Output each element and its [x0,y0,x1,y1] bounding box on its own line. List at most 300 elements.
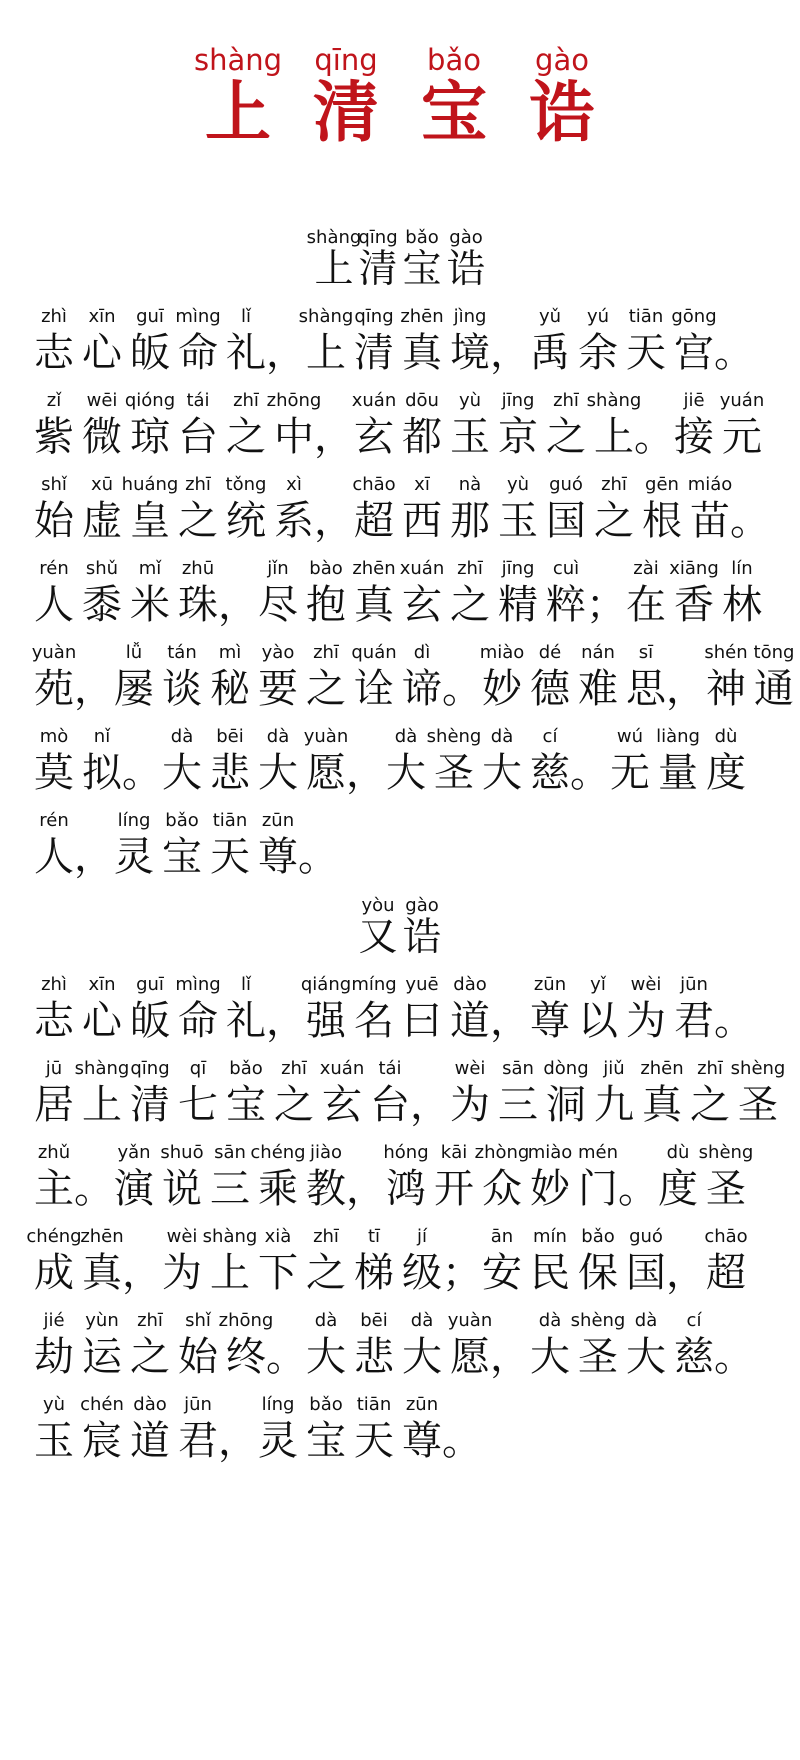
character-cell [670,306,718,390]
hanzi: 诰 [529,74,595,151]
character-cell [398,390,446,474]
hanzi: 禹 [530,330,570,376]
pinyin: guó [549,474,583,495]
pinyin: dà [634,1310,658,1331]
punctuation [410,1058,450,1142]
punctuation [490,306,530,390]
pinyin: wèi [166,1226,198,1247]
character-cell [350,1394,398,1478]
pinyin: jié [43,1310,65,1331]
hanzi: 。 [618,1166,658,1212]
hanzi: 尊 [402,1418,442,1464]
hanzi: 。 [634,414,674,460]
pinyin: shèng [570,1310,626,1331]
pinyin: zǐ [46,390,62,411]
character-cell [526,1310,574,1394]
character-cell [357,896,399,960]
hanzi: 宫 [674,330,714,376]
pinyin: dà [490,726,514,747]
hanzi: 之 [226,414,266,460]
pinyin: zhōng [266,390,322,411]
hanzi: 那 [450,498,490,544]
hanzi: 命 [178,330,218,376]
pinyin: zhēn [400,306,444,327]
pinyin: jiào [309,1142,343,1163]
hanzi: 。 [730,498,770,544]
character-cell [574,642,622,726]
character-cell [302,1394,350,1478]
character-cell [174,306,222,390]
pinyin: xì [286,474,302,495]
pinyin: zhǔ [37,1142,71,1163]
pinyin: shèng [426,726,482,747]
hanzi: 诠 [354,666,394,712]
character-cell [174,558,222,642]
pinyin: guó [629,1226,663,1247]
hanzi: 天 [354,1418,394,1464]
pinyin: mǐ [138,558,162,579]
character-cell [78,390,126,474]
character-cell [158,1142,206,1226]
pinyin: xuán [351,390,397,411]
pinyin: zhī [313,642,339,663]
hanzi: 林 [722,582,762,628]
pinyin: yuàn [447,1310,493,1331]
character-cell [526,726,574,810]
pinyin: zhī [233,390,259,411]
pinyin: xīn [88,306,116,327]
hanzi: 成 [34,1250,74,1296]
character-cell [110,1142,158,1226]
character-cell [750,642,798,726]
punctuation [618,1142,658,1226]
character-cell [542,390,590,474]
hanzi: 京 [498,414,538,460]
hanzi: 为 [450,1082,490,1128]
verse-lines [0,306,800,894]
hanzi: 大 [162,750,202,796]
hanzi: 微 [82,414,122,460]
pinyin: sān [502,1058,534,1079]
character-cell [318,1058,366,1142]
hanzi: 君 [674,998,714,1044]
hanzi: 统 [226,498,266,544]
hanzi: 圣 [738,1082,778,1128]
punctuation [714,1310,754,1394]
hanzi: 元 [722,414,762,460]
pinyin: gōng [671,306,717,327]
hanzi: 运 [82,1334,122,1380]
character-cell [622,1310,670,1394]
pinyin: chāo [352,474,396,495]
punctuation [122,726,162,810]
character-cell [30,306,78,390]
hanzi: 谛 [402,666,442,712]
hanzi: 量 [658,750,698,796]
pinyin: zài [633,558,659,579]
punctuation [122,1226,162,1310]
pinyin: yào [261,642,295,663]
hanzi: 。 [74,1166,114,1212]
character-cell [398,1226,446,1310]
hanzi: 三 [498,1082,538,1128]
pinyin: jiǔ [603,1058,625,1079]
character-cell [638,1058,686,1142]
hanzi: 开 [434,1166,474,1212]
pinyin: lǐ [240,974,251,995]
character-cell [670,974,718,1058]
pinyin: zhī [601,474,627,495]
main-title-char [413,44,495,150]
character-cell [350,642,398,726]
main-title [0,44,800,150]
pinyin: tiān [628,306,664,327]
pinyin: tái [378,1058,402,1079]
pinyin: shǐ [185,1310,211,1331]
hanzi: 民 [530,1250,570,1296]
pinyin: mín [533,1226,567,1247]
hanzi: 君 [178,1418,218,1464]
hanzi: 无 [610,750,650,796]
hanzi: 皈 [130,330,170,376]
pinyin: guī [136,306,164,327]
character-cell [526,1226,574,1310]
hanzi: 为 [626,998,666,1044]
pinyin: bǎo [405,227,439,248]
hanzi: 上 [594,414,634,460]
pinyin: bēi [360,1310,388,1331]
character-cell [654,1142,702,1226]
character-cell [174,1310,222,1394]
pinyin: sī [638,642,654,663]
pinyin: xuán [399,558,445,579]
character-cell [78,474,126,558]
pinyin: zūn [261,810,295,831]
hanzi: 紫 [34,414,74,460]
character-cell [570,1310,626,1394]
pinyin: cí [686,1310,702,1331]
pinyin: jīng [501,558,535,579]
hanzi: 德 [530,666,570,712]
hanzi: 真 [354,582,394,628]
hanzi: 苑 [34,666,74,712]
character-cell [398,306,446,390]
character-cell [222,1058,270,1142]
pinyin: qīng [314,43,378,77]
hanzi: 又 [358,915,398,960]
punctuation [442,1226,482,1310]
hanzi: 礼 [226,330,266,376]
character-cell [254,558,302,642]
hanzi: 大 [402,1334,442,1380]
hanzi: 说 [162,1166,202,1212]
hanzi: 慈 [530,750,570,796]
hanzi: ， [490,1334,530,1380]
hanzi: 。 [714,330,754,376]
pinyin: dì [413,642,431,663]
hanzi: 九 [594,1082,634,1128]
hanzi: 尊 [530,998,570,1044]
hanzi: 珠 [178,582,218,628]
character-cell [30,1394,78,1478]
hanzi: 级 [402,1250,442,1296]
character-cell [350,306,398,390]
pinyin: zūn [533,974,567,995]
pinyin: qīng [130,1058,170,1079]
pinyin: shàng [193,43,283,77]
character-cell [622,1226,670,1310]
character-cell [590,474,638,558]
hanzi: 志 [34,330,74,376]
character-cell [478,1226,526,1310]
character-cell [126,1394,174,1478]
pinyin: qīng [354,306,394,327]
hanzi: ； [442,1250,482,1296]
pinyin: mò [39,726,69,747]
character-cell [382,1142,430,1226]
hanzi: 劫 [34,1334,74,1380]
character-cell [730,1058,786,1142]
verse-lines [0,974,800,1478]
hanzi: 。 [714,1334,754,1380]
hanzi: 大 [386,750,426,796]
hanzi: ， [266,330,306,376]
hanzi: 始 [34,498,74,544]
pinyin: yuàn [303,726,349,747]
hanzi: 粹 [546,582,586,628]
pinyin: dà [266,726,290,747]
hanzi: ， [490,998,530,1044]
hanzi: 难 [578,666,618,712]
pinyin: yǔ [538,306,562,327]
hanzi: 。 [298,834,338,880]
hanzi: 玄 [322,1082,362,1128]
pinyin: bēi [216,726,244,747]
verse-line [26,1226,800,1310]
verse-line [30,558,800,642]
hanzi: 之 [274,1082,314,1128]
pinyin: mìng [175,974,221,995]
hanzi: 境 [450,330,490,376]
character-cell [702,642,750,726]
hanzi: 悲 [354,1334,394,1380]
pinyin: dōu [405,390,439,411]
pinyin: tiān [212,810,248,831]
hanzi: 始 [178,1334,218,1380]
character-cell [542,474,590,558]
section-title [0,228,800,292]
pinyin: shèng [698,1142,754,1163]
hanzi: ， [122,1250,162,1296]
hanzi: 宝 [402,247,442,292]
hanzi: 要 [258,666,298,712]
character-cell [638,474,686,558]
punctuation [586,558,626,642]
hanzi: 圣 [434,750,474,796]
character-cell [121,474,179,558]
hanzi: 圣 [706,1166,746,1212]
character-cell [478,726,526,810]
pinyin: dà [394,726,418,747]
hanzi: 黍 [82,582,122,628]
hanzi: 保 [578,1250,618,1296]
pinyin: bǎo [427,43,481,77]
character-cell [350,390,398,474]
character-cell [126,390,174,474]
hanzi: ， [74,666,114,712]
pinyin: jǐn [267,558,289,579]
punctuation [714,974,754,1058]
pinyin: tiān [356,1394,392,1415]
punctuation [74,810,114,894]
hanzi: 尽 [258,582,298,628]
character-cell [158,642,206,726]
pinyin: wú [616,726,644,747]
character-cell [446,558,494,642]
character-cell [702,726,750,810]
hanzi: 皇 [130,498,170,544]
character-cell [426,726,482,810]
hanzi: 系 [274,498,314,544]
character-cell [622,306,670,390]
hanzi: 居 [34,1082,74,1128]
pinyin: chéng [250,1142,306,1163]
character-cell [302,1226,350,1310]
character-cell [526,1142,574,1226]
main-title-char [521,44,603,150]
character-cell [622,642,670,726]
punctuation [666,1226,706,1310]
character-cell [270,1058,318,1142]
hanzi: 鸿 [386,1166,426,1212]
pinyin: zhòng [474,1142,530,1163]
pinyin: zhēn [352,558,396,579]
hanzi: 接 [674,414,714,460]
hanzi: 根 [642,498,682,544]
hanzi: 灵 [258,1418,298,1464]
character-cell [350,1226,398,1310]
pinyin: bǎo [165,810,199,831]
pinyin: yú [586,306,610,327]
hanzi: ， [314,498,354,544]
hanzi: 大 [482,750,522,796]
character-cell [574,974,622,1058]
pinyin: wèi [454,1058,486,1079]
hanzi: 梯 [354,1250,394,1296]
pinyin: gào [449,227,483,248]
pinyin: yù [506,474,530,495]
character-cell [78,1394,126,1478]
character-cell [542,558,590,642]
hanzi: 真 [642,1082,682,1128]
section-title [0,896,800,960]
hanzi: 礼 [226,998,266,1044]
hanzi: 之 [690,1082,730,1128]
character-cell [218,1310,274,1394]
hanzi: ； [586,582,626,628]
pinyin: cuì [552,558,580,579]
pinyin: miào [479,642,525,663]
character-cell [222,474,270,558]
hanzi: 妙 [530,1166,570,1212]
hanzi: 人 [34,582,74,628]
pinyin: míng [351,974,397,995]
pinyin: zhī [697,1058,723,1079]
hanzi: 天 [210,834,250,880]
character-cell [126,1310,174,1394]
hanzi: 妙 [482,666,522,712]
pinyin: xià [264,1226,292,1247]
hanzi: 诰 [402,915,442,960]
pinyin: yuē [405,974,439,995]
pinyin: zhū [181,558,215,579]
pinyin: shàng [586,390,642,411]
pinyin: jīng [501,390,535,411]
pinyin: hóng [383,1142,429,1163]
pinyin: shén [704,642,748,663]
punctuation [298,810,338,894]
pinyin: dòng [543,1058,589,1079]
pinyin: tái [186,390,210,411]
character-cell [270,474,318,558]
hanzi: 精 [498,582,538,628]
hanzi: 志 [34,998,74,1044]
character-cell [686,474,734,558]
hanzi: 通 [754,666,794,712]
hanzi: 宸 [82,1418,122,1464]
pinyin: shǐ [41,474,67,495]
hanzi: 苗 [690,498,730,544]
pinyin: zhì [41,974,67,995]
character-cell [606,726,654,810]
hanzi: 玉 [450,414,490,460]
pinyin: zhī [185,474,211,495]
character-cell [78,974,126,1058]
pinyin: lín [731,558,753,579]
character-cell [574,306,622,390]
punctuation [266,306,306,390]
hanzi: 清 [358,247,398,292]
pinyin: jūn [680,974,708,995]
pinyin: zhì [41,306,67,327]
pinyin: shàng [306,227,362,248]
hanzi: 大 [306,1334,346,1380]
pinyin: jiē [683,390,705,411]
hanzi: 西 [402,498,442,544]
punctuation [346,726,386,810]
character-cell [622,974,670,1058]
verse-line [30,390,800,474]
character-cell [494,558,542,642]
hanzi: 神 [706,666,746,712]
pinyin: quán [351,642,397,663]
hanzi: ， [218,582,258,628]
character-cell [494,390,542,474]
character-cell [30,474,78,558]
character-cell [30,810,78,894]
pinyin: tǒng [225,474,267,495]
hanzi: 屡 [114,666,154,712]
pinyin: zhēn [80,1226,124,1247]
character-cell [670,558,718,642]
pinyin: shǔ [85,558,119,579]
pinyin: qīng [358,227,398,248]
hanzi: 上 [82,1082,122,1128]
hanzi: 国 [626,1250,666,1296]
verse-line [30,306,800,390]
hanzi: ， [218,1418,258,1464]
punctuation [218,558,258,642]
